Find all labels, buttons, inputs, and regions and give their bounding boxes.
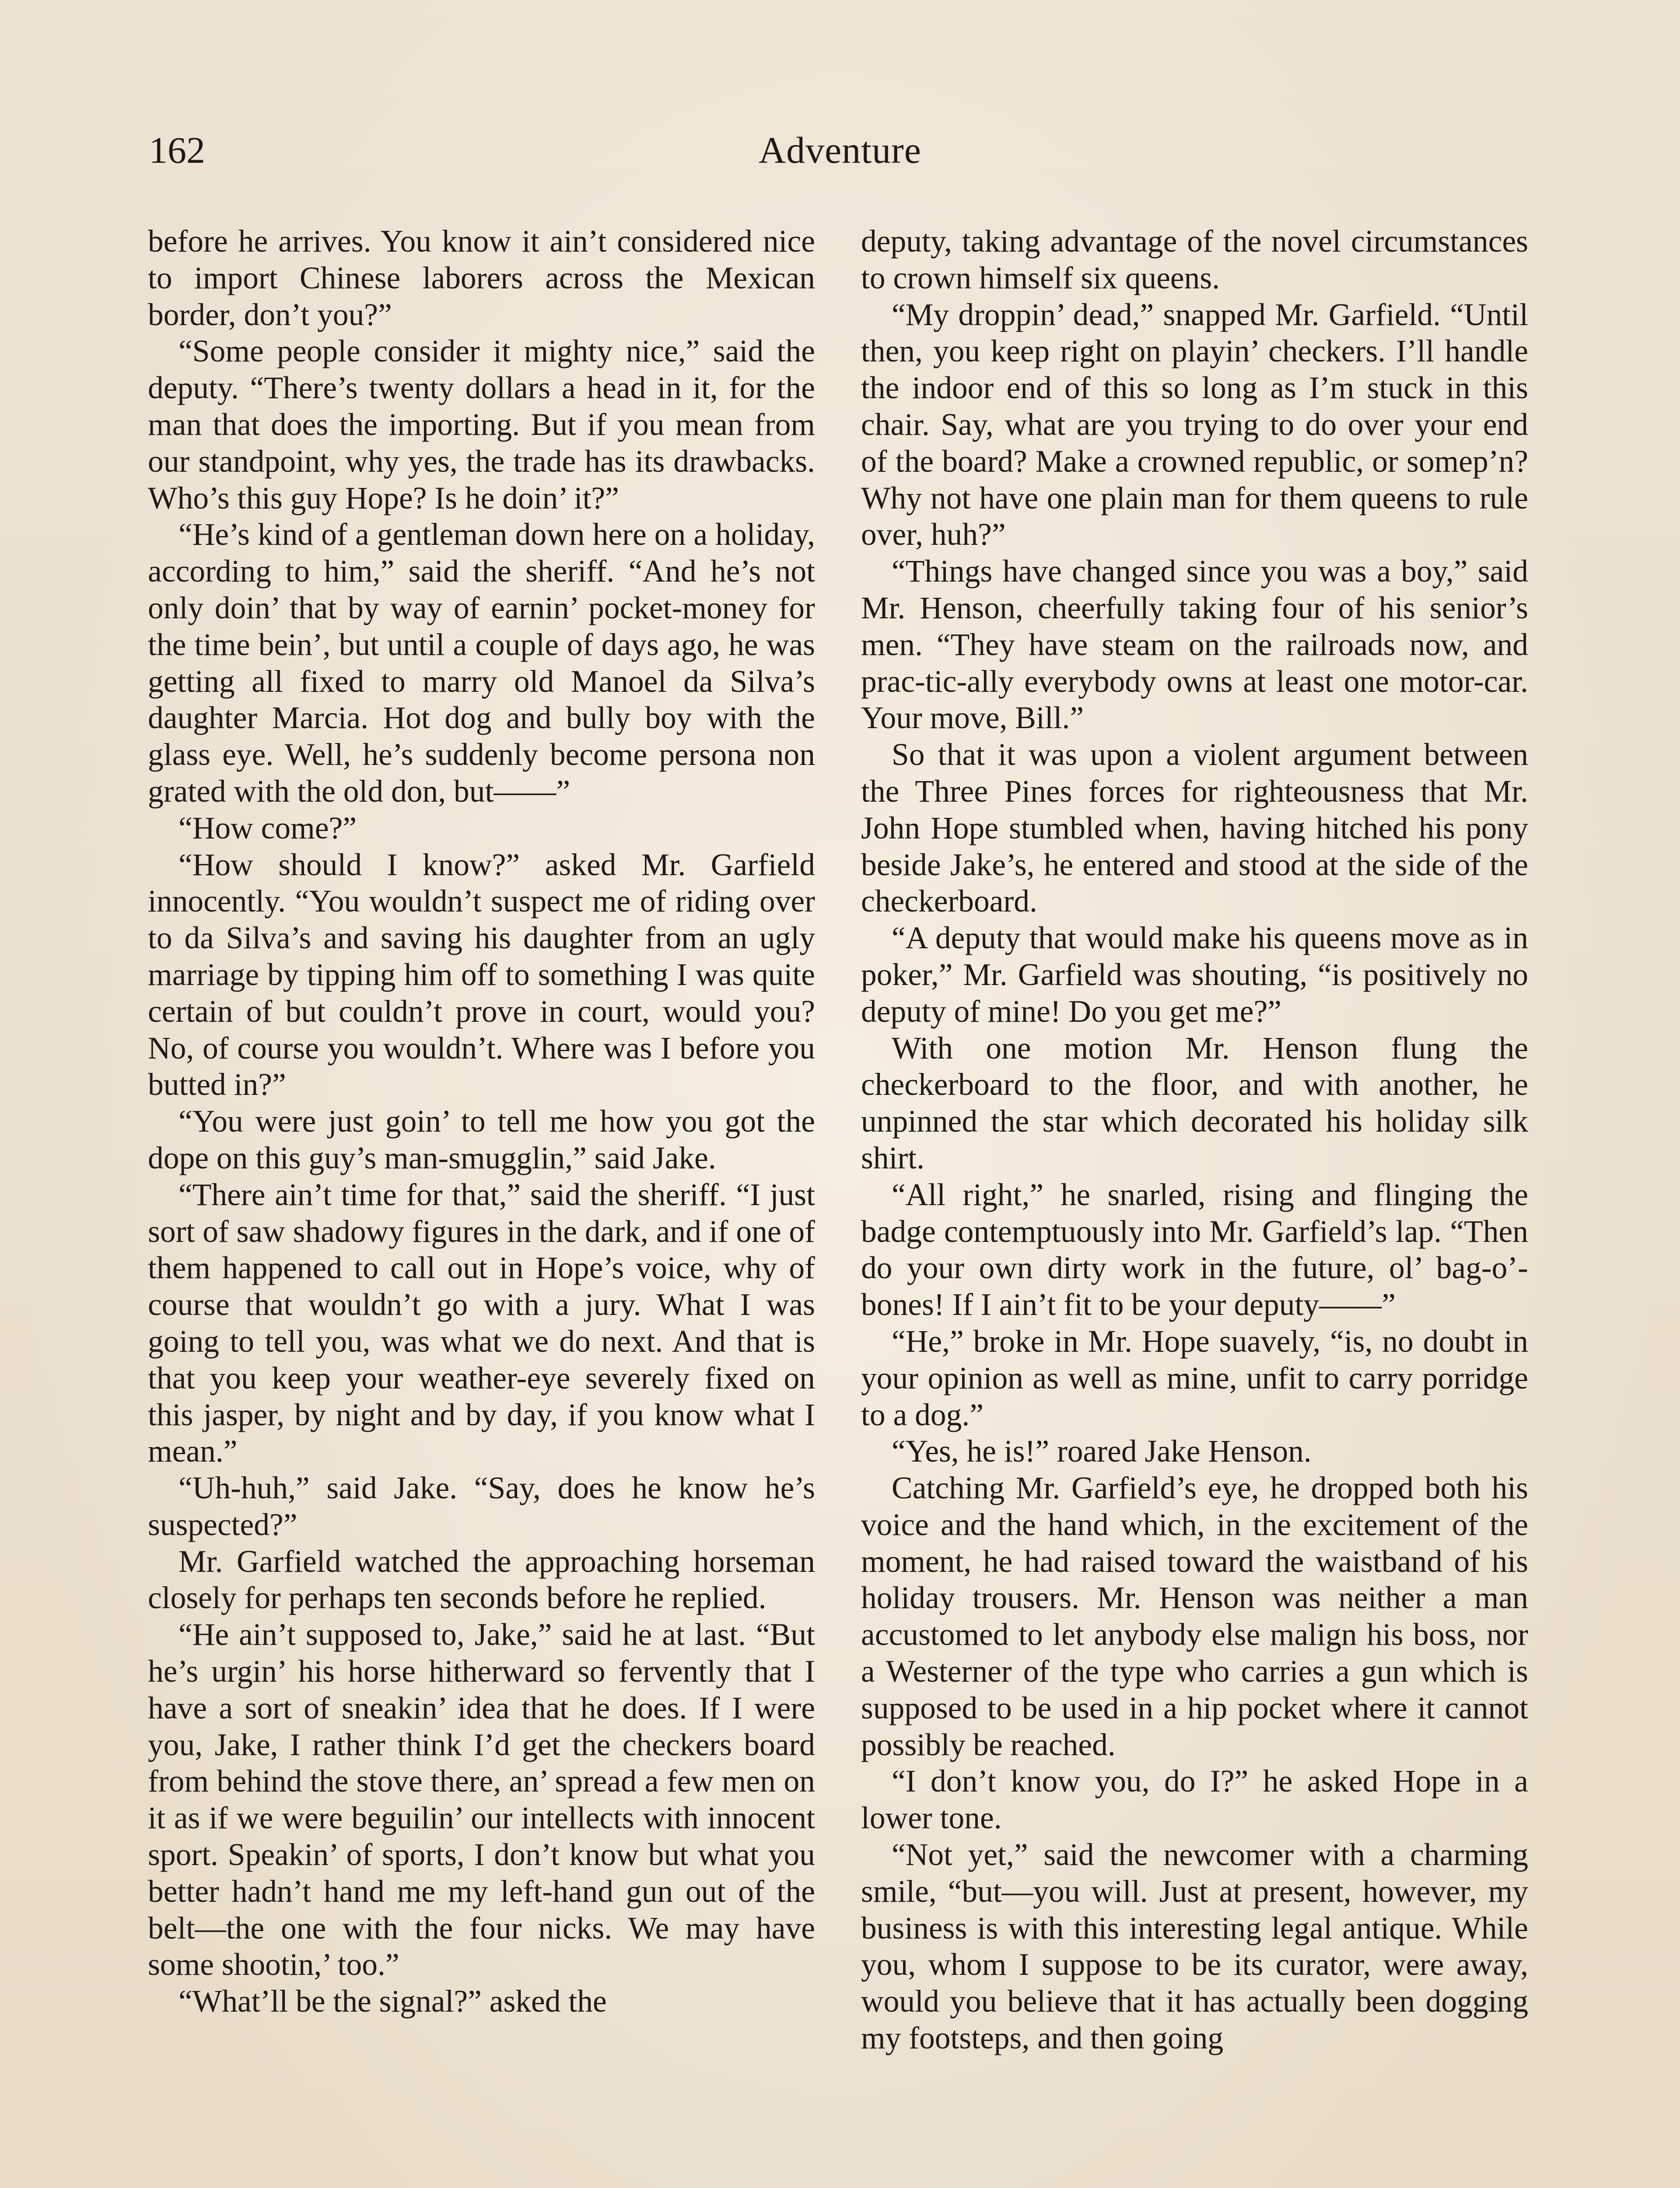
paragraph: “All right,” he snarled, rising and flinging the badge contemptuously into Mr. Garfield’s lap. “Then do your own dirty work in the future, ol’ bag-o’-bones! If I ain’t fit to be your deputy——”	[861, 1177, 1528, 1322]
paragraph: Mr. Garfield watched the approaching horseman closely for perhaps ten seconds before he replied.	[148, 1544, 815, 1616]
paragraph: With one motion Mr. Henson flung the checkerboard to the floor, and with another, he unpinned the star which decorated his holiday silk shirt.	[861, 1031, 1528, 1175]
paragraph: “He ain’t supposed to, Jake,” said he at last. “But he’s urgin’ his horse hitherward so fervently that I have a sort of sneakin’ idea that he does. If I were you, Jake, I rather think I’d get the checkers board from behind the stove there, an’ spread a few men on it as if we were beguilin’ our intellects with innocent sport. Speakin’ of sports, I don’t know but what you better hadn’t hand me my left-hand gun out of the belt—the one with the four nicks. We may have some shootin,’ too.”	[148, 1617, 815, 1982]
page-number: 162	[149, 129, 205, 171]
paragraph: “My droppin’ dead,” snapped Mr. Garfield. “Until then, you keep right on playin’ checkers. I’ll handle the indoor end of this so long as I’m stuck in this chair. Say, what are you trying to do over your end of the board? Make a crowned republic, or somep’n? Why not have one plain man for them queens to rule over, huh?”	[861, 297, 1528, 552]
paragraph: “Yes, he is!” roared Jake Henson.	[892, 1434, 1312, 1469]
paragraph: “He’s kind of a gentleman down here on a holiday, according to him,” said the sheriff. “And he’s not only doin’ that by way of earnin’ pocket-money for the time bein’, but until a couple of days ago, he was getting all fixed to marry old Manoel da Silva’s daughter Marcia. Hot dog and bully boy with the glass eye. Well, he’s suddenly become persona non grated with the old don, but——”	[148, 517, 815, 809]
paragraph: So that it was upon a violent argument between the Three Pines forces for righteousness that Mr. John Hope stumbled when, having hitched his pony beside Jake’s, he entered and stood at the side of the checkerboard.	[861, 737, 1528, 919]
paragraph: “How come?”	[178, 810, 357, 845]
paragraph: “Things have changed since you was a boy,” said Mr. Henson, cheerfully taking four of his senior’s men. “They have steam on the railroads now, and prac-tic-ally everybody owns at least one motor-car. Your move, Bill.”	[861, 554, 1528, 736]
paragraph: “A deputy that would make his queens move as in poker,” Mr. Garfield was shouting, “is positively no deputy of mine! Do you get me?”	[861, 921, 1528, 1029]
paragraph: “Some people consider it mighty nice,” said the deputy. “There’s twenty dollars a head in it, for the man that does the importing. But if you mean from our standpoint, why yes, the trade has its drawbacks. Who’s this guy Hope? Is he doin’ it?”	[148, 334, 815, 515]
right-column	[861, 223, 1528, 2057]
paragraph: “What’ll be the signal?” asked the	[178, 1984, 607, 2019]
paragraph: “You were just goin’ to tell me how you got the dope on this guy’s man-smugglin,” said Jake.	[148, 1104, 815, 1175]
paragraph: Catching Mr. Garfield’s eye, he dropped both his voice and the hand which, in the excitement of the moment, he had raised toward the waistband of his holiday trousers. Mr. Henson was neither a man accustomed to let anybody else malign his boss, nor a Westerner of the type who carries a gun which is supposed to be used in a hip pocket where it cannot possibly be reached.	[861, 1471, 1528, 1762]
paragraph: “Not yet,” said the newcomer with a charming smile, “but—you will. Just at present, however, my business is with this interesting legal antique. While you, whom I suppose to be its curator, were away, would you believe that it has actually been dogging my footsteps, and then going	[861, 1837, 1528, 2056]
paragraph: “Uh-huh,” said Jake. “Say, does he know he’s suspected?”	[148, 1471, 815, 1542]
paragraph: “I don’t know you, do I?” he asked Hope in a lower tone.	[861, 1764, 1528, 1836]
paragraph: deputy, taking advantage of the novel circumstances to crown himself six queens.	[861, 224, 1528, 295]
paragraph: “There ain’t time for that,” said the sheriff. “I just sort of saw shadowy figures in the dark, and if one of them happened to call out in Hope’s voice, why of course that wouldn’t go with a jury. What I was going to tell you, was what we do next. And that is that you keep your weather-eye severely fixed on this jasper, by night and by day, if you know what I mean.”	[148, 1177, 815, 1469]
paragraph: “He,” broke in Mr. Hope suavely, “is, no doubt in your opinion as well as mine, unfit to carry porridge to a dog.”	[861, 1324, 1528, 1432]
paragraph: before he arrives. You know it ain’t considered nice to import Chinese laborers across the Mexican border, don’t you?”	[148, 224, 815, 332]
paragraph: “How should I know?” asked Mr. Garfield innocently. “You wouldn’t suspect me of riding over to da Silva’s and saving his daughter from an ugly marriage by tipping him off to something I was quite certain of but couldn’t prove in court, would you? No, of course you wouldn’t. Where was I before you butted in?”	[148, 847, 815, 1102]
running-head-title: Adventure	[759, 129, 921, 171]
left-column	[148, 223, 815, 2020]
